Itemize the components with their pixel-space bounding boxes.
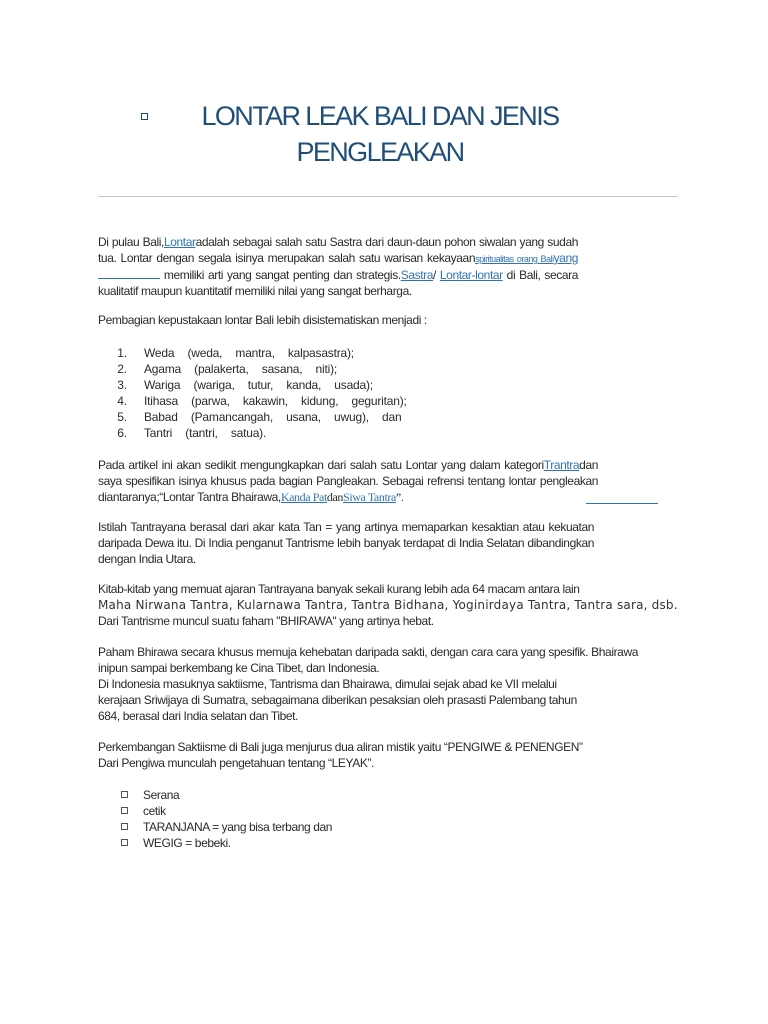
tantrayana-paragraph: Istilah Tantrayana berasal dari akar kata Tan = yang artinya memaparkan kesaktian atau kekuatan daripada Dewa itu. Di India penganut Tantrisme lebih banyak terdapat di India Selatan dibandingkan dengan India Utara. bbox=[98, 520, 594, 566]
perkembangan-line-2: Dari Pengiwa munculah pengetahuan tentang “LEYAK”. bbox=[98, 756, 374, 770]
link-trantra[interactable]: Trantra bbox=[543, 458, 580, 472]
bhirawa-paragraph bbox=[98, 644, 638, 676]
kitab-line-1: Kitab-kitab yang memuat ajaran Tantrayana banyak sekali kurang lebih ada 64 macam antara lain bbox=[98, 582, 580, 596]
article-text-d: ”. bbox=[395, 490, 404, 504]
perkembangan-paragraph bbox=[98, 739, 658, 771]
kitab-line-2: Maha Nirwana Tantra, Kularnawa Tantra, Tantra Bidhana, Yoginirdaya Tantra, Tantra sara, dsb. bbox=[98, 598, 678, 612]
list-item bbox=[118, 819, 332, 835]
leyak-type-list bbox=[118, 787, 332, 851]
link-underline-gap bbox=[98, 268, 160, 279]
bullet-box-icon bbox=[121, 839, 128, 846]
link-lontar[interactable]: Lontar bbox=[163, 235, 196, 249]
list-item: 3. Wariga (wariga, tutur, kanda, usada); bbox=[140, 377, 407, 393]
link-underline-gap bbox=[586, 503, 658, 504]
intro-text-a: Di pulau Bali, bbox=[98, 235, 164, 249]
list-item bbox=[118, 803, 332, 819]
intro-text-b: adalah sebagai salah satu Sastra dari daun-daun pohon siwalan yang sudah tua. Lontar dengan segala isinya merupakan salah satu warisan kekayaan bbox=[98, 235, 578, 265]
bullet-box-icon bbox=[121, 791, 128, 798]
link-sastra[interactable]: Sastra bbox=[400, 268, 434, 282]
bhirawa-paragraph-2: Di Indonesia masuknya saktiisme, Tantrisma dan Bhairawa, dimulai sejak abad ke VII melalui kerajaan Sriwijaya di Sumatra, sebagaimana diberikan pesaksian oleh prasasti Palembang tahun 684, berasal dari India selatan dan Tibet. bbox=[98, 677, 577, 723]
list-item: 5. Babad (Pamancangah, usana, uwug), dan bbox=[140, 409, 407, 425]
list-item-label: TARANJANA = yang bisa terbang dan bbox=[143, 820, 333, 834]
link-lontar-lontar[interactable]: Lontar-lontar bbox=[439, 268, 503, 282]
list-item-label: cetik bbox=[143, 804, 166, 818]
list-item-label: Serana bbox=[143, 788, 180, 802]
kitab-line-3: Dari Tantrisme muncul suatu faham "BHIRAWA" yang artinya hebat. bbox=[98, 614, 434, 628]
link-spiritualitas[interactable]: spiritualitas orang Bali bbox=[475, 254, 554, 264]
list-item: 2. Agama (palakerta, sasana, niti); bbox=[140, 361, 407, 377]
title-divider bbox=[98, 196, 678, 197]
link-yang[interactable]: yang bbox=[553, 251, 578, 265]
bhirawa-line-1: Paham Bhirawa secara khusus memuja kehebatan daripada sakti, dengan cara cara yang spesifik. Bhairawa inipun sampai berkembang ke Cina Tibet, dan Indonesia. bbox=[98, 645, 638, 675]
article-text-a: Pada artikel ini akan sedikit mengungkapkan dari salah satu Lontar yang dalam kategori bbox=[98, 458, 544, 472]
list-item: 6. Tantri (tantri, satua). bbox=[140, 425, 407, 441]
bullet-box-icon bbox=[121, 823, 128, 830]
link-kanda-pat[interactable]: Kanda Pat bbox=[280, 490, 327, 504]
list-intro: Pembagian kepustakaan lontar Bali lebih disistematiskan menjadi : bbox=[98, 313, 427, 327]
list-item: 1. Weda (weda, mantra, kalpasastra); bbox=[140, 345, 407, 361]
category-list bbox=[98, 345, 407, 441]
list-item bbox=[118, 787, 332, 803]
article-paragraph bbox=[98, 457, 598, 505]
intro-text-d: / bbox=[433, 268, 440, 282]
title-line-2: PENGLEAKAN bbox=[296, 137, 464, 167]
bullet-box-icon bbox=[121, 807, 128, 814]
link-siwa-tantra[interactable]: Siwa Tantra bbox=[343, 490, 396, 504]
kitab-paragraph bbox=[98, 581, 698, 629]
title-bullet-icon bbox=[141, 113, 148, 120]
title-line-1: LONTAR LEAK BALI DAN JENIS bbox=[201, 101, 559, 131]
list-item: 4. Itihasa (parwa, kakawin, kidung, geguritan); bbox=[140, 393, 407, 409]
perkembangan-line-1: Perkembangan Saktiisme di Bali juga menjurus dua aliran mistik yaitu “PENGIWE & PENENGEN” bbox=[98, 740, 583, 754]
intro-paragraph bbox=[98, 234, 578, 299]
article-text-c: dan bbox=[326, 490, 344, 504]
article-text-b: dan saya spesifikan isinya khusus pada bagian Pangleakan. Sebagai refrensi tentang lontar pengleakan diantaranya;“Lontar Tantra Bhairawa, bbox=[98, 458, 598, 504]
page-title bbox=[150, 98, 610, 170]
list-item bbox=[118, 835, 332, 851]
intro-text-c: memiliki arti yang sangat penting dan strategis. bbox=[160, 268, 401, 282]
list-item-label: WEGIG = bebeki. bbox=[143, 836, 231, 850]
intro-text-e: di Bali, secara kualitatif maupun kuantitatif memiliki nilai yang sangat berharga. bbox=[98, 268, 578, 298]
